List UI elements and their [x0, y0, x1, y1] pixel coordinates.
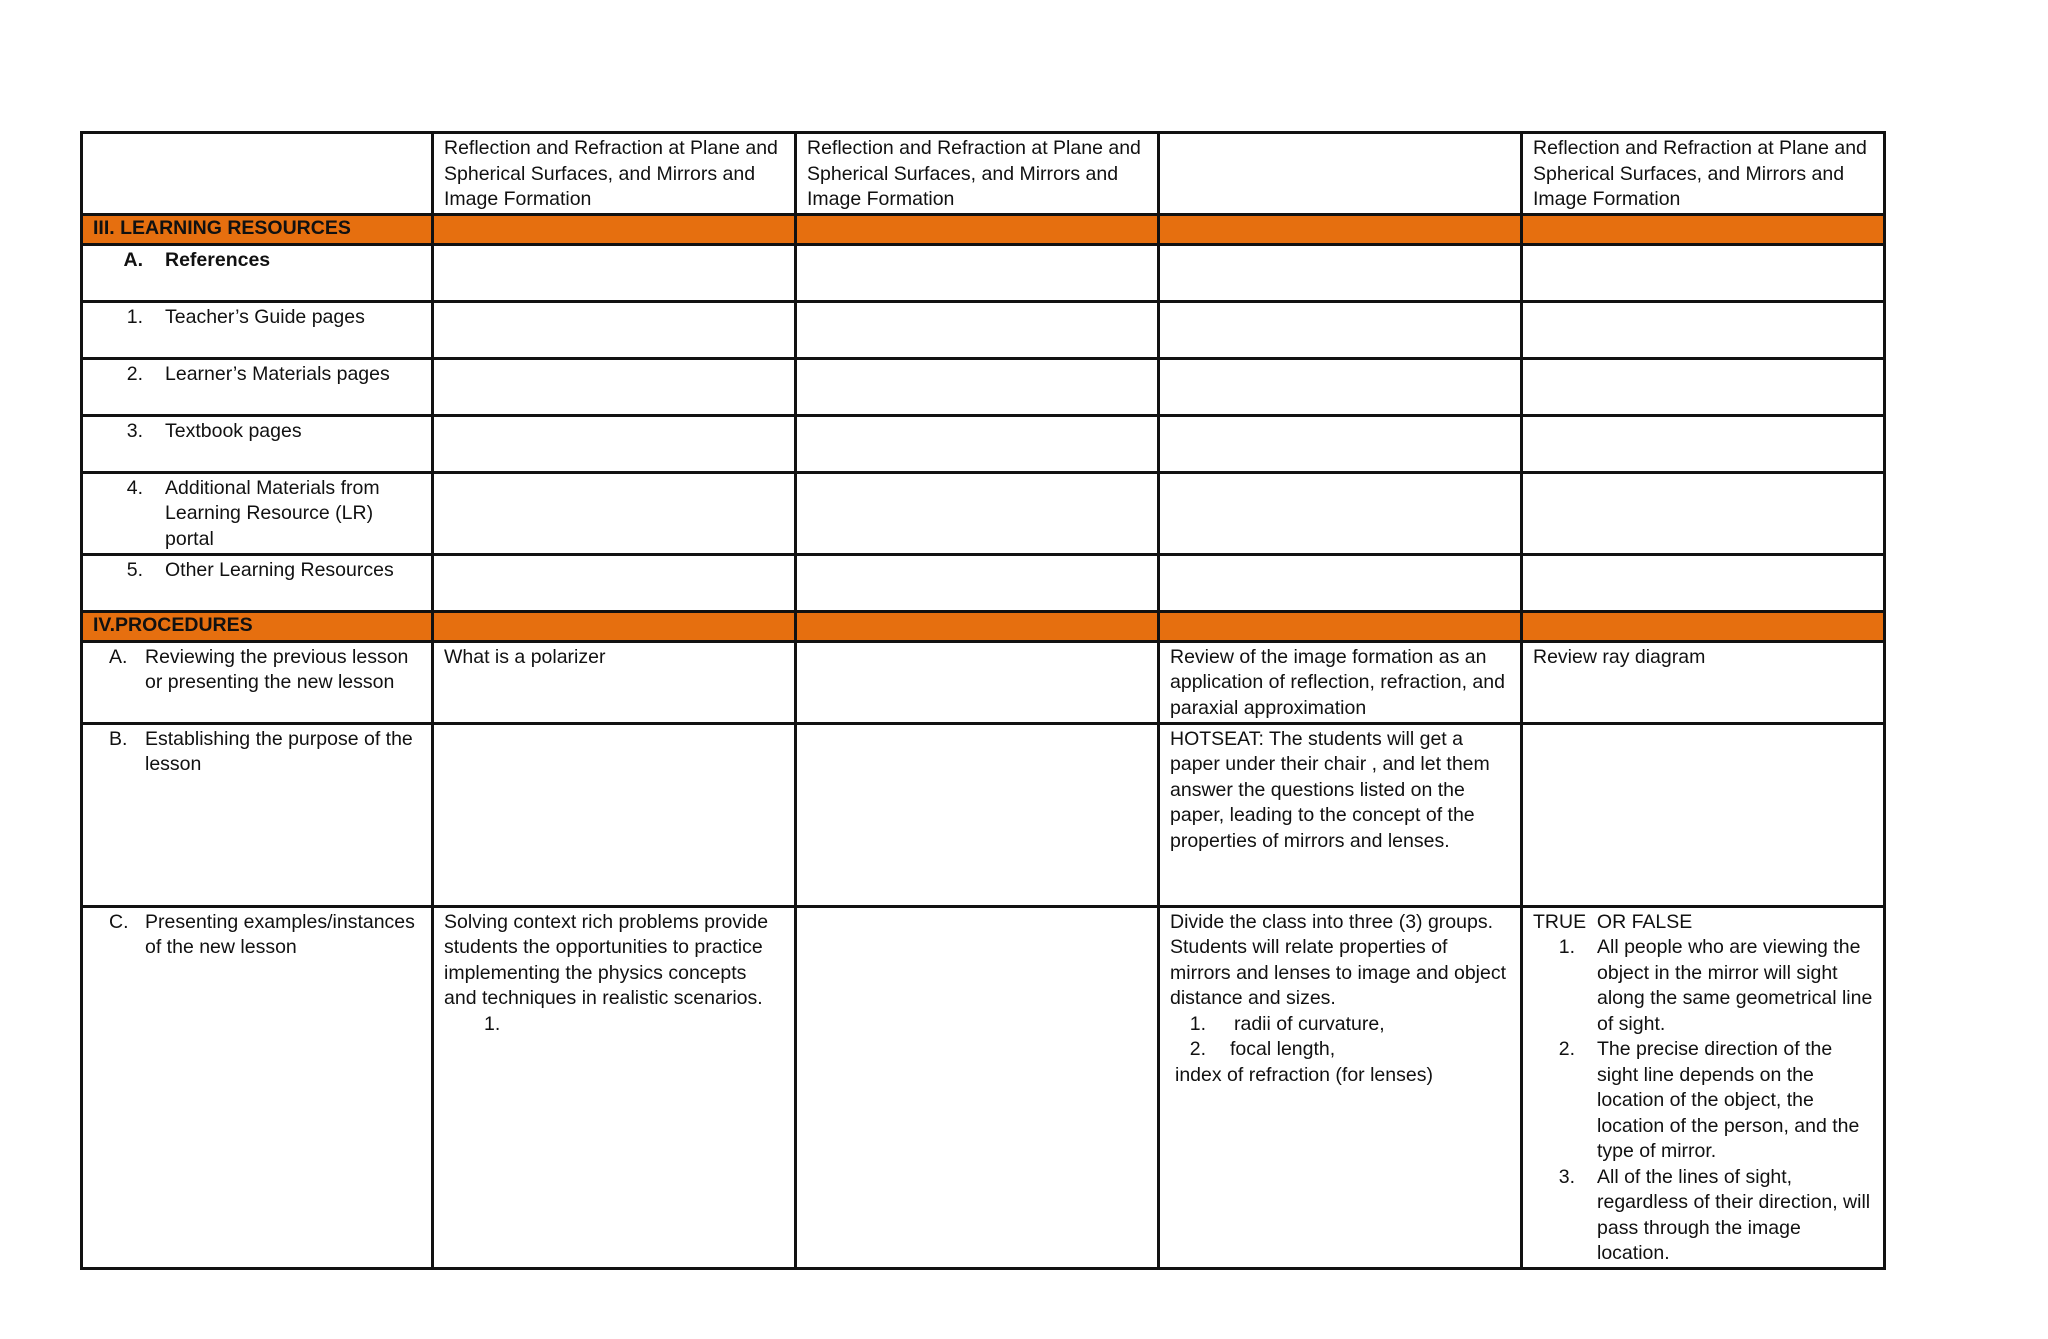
item-label: Presenting examples/instances of the new lesson [145, 910, 415, 958]
table-cell: What is a polarizer [433, 641, 796, 723]
cell-paragraph: Divide the class into three (3) groups. Students will relate properties of mirrors and lenses to image and object distance and sizes. [1170, 910, 1507, 1009]
table-cell [433, 244, 796, 301]
table-cell [1159, 244, 1522, 301]
table-cell [796, 723, 1159, 906]
row-label [82, 554, 433, 611]
item-letter: C. [109, 910, 129, 933]
table-cell [796, 641, 1159, 723]
item-label: Teacher’s Guide pages [165, 305, 365, 328]
cell-paragraph: Solving context rich problems provide students the opportunities to practice implementing the physics concepts and techniques in realistic scenarios. [444, 910, 769, 1009]
header-row [82, 133, 1885, 215]
table-cell [1159, 415, 1522, 472]
section-band-cell [433, 611, 796, 641]
table-cell [1159, 472, 1522, 554]
table-row-additional-materials [82, 472, 1885, 554]
table-row-procedure-a [82, 641, 1885, 723]
table-cell [1159, 301, 1522, 358]
list-number: 2. [1558, 1038, 1575, 1060]
table-cell [433, 301, 796, 358]
table-cell [1159, 906, 1522, 1268]
item-number: 5. [126, 558, 143, 581]
header-label-cell [82, 133, 433, 215]
list-item [1533, 1037, 1873, 1165]
item-label: Other Learning Resources [165, 558, 394, 581]
item-label: Reviewing the previous lesson or presenting the new lesson [145, 645, 409, 693]
item-number: 2. [126, 362, 143, 385]
list-text: The precise direction of the sight line depends on the location of the object, the location of the person, and the type of mirror. [1597, 1038, 1860, 1162]
section-band-cell [796, 611, 1159, 641]
list-item [444, 1012, 784, 1038]
item-label: References [165, 248, 271, 271]
header-cell-2: Reflection and Refraction at Plane and Spherical Surfaces, and Mirrors and Image Formation [796, 133, 1159, 215]
table-cell [1522, 358, 1885, 415]
lesson-log-table [80, 131, 1886, 1270]
table-cell [1522, 244, 1885, 301]
table-cell [1159, 554, 1522, 611]
table-cell [796, 301, 1159, 358]
item-letter: A. [109, 645, 128, 668]
list-number: 1. [1189, 1012, 1206, 1035]
header-cell-1: Reflection and Refraction at Plane and Spherical Surfaces, and Mirrors and Image Formation [433, 133, 796, 215]
list-item [1170, 1037, 1510, 1063]
item-number: 4. [126, 476, 143, 499]
section-band-cell [1522, 214, 1885, 244]
list-text: focal length, [1230, 1038, 1336, 1060]
item-label: Learner’s Materials pages [165, 362, 390, 385]
table-cell: HOTSEAT: The students will get a paper under their chair , and let them answer the questions listed on the paper, leading to the concept of the properties of mirrors and lenses. [1159, 723, 1522, 906]
row-label [82, 244, 433, 301]
table-cell: Review ray diagram [1522, 641, 1885, 723]
table-cell [1522, 301, 1885, 358]
header-cell-4: Reflection and Refraction at Plane and Spherical Surfaces, and Mirrors and Image Formation [1522, 133, 1885, 215]
table-cell [1522, 472, 1885, 554]
header-cell-3 [1159, 133, 1522, 215]
row-label [82, 301, 433, 358]
list-text: All people who are viewing the object in the mirror will sight along the same geometrical line of sight. [1597, 936, 1873, 1035]
list-item [1170, 1012, 1510, 1038]
table-cell [433, 723, 796, 906]
table-cell [796, 415, 1159, 472]
section-heading: III. LEARNING RESOURCES [82, 214, 433, 244]
item-label: Additional Materials from Learning Resource (LR) portal [165, 476, 380, 550]
table-row-other-resources [82, 554, 1885, 611]
row-label [82, 415, 433, 472]
item-number: A. [123, 248, 143, 271]
table-cell [433, 472, 796, 554]
table-cell [433, 554, 796, 611]
cell-paragraph: index of refraction (for lenses) [1175, 1063, 1433, 1086]
table-row-textbook [82, 415, 1885, 472]
section-band-cell [1159, 214, 1522, 244]
item-label: Textbook pages [165, 419, 302, 442]
section-heading: IV.PROCEDURES [82, 611, 433, 641]
table-cell [1522, 415, 1885, 472]
item-number: 3. [126, 419, 143, 442]
table-cell [796, 906, 1159, 1268]
table-row-references [82, 244, 1885, 301]
item-number: 1. [126, 305, 143, 328]
row-label [82, 906, 433, 1268]
table-cell [433, 358, 796, 415]
row-label [82, 358, 433, 415]
table-cell [433, 415, 796, 472]
list-item [1533, 935, 1873, 1037]
row-label [82, 723, 433, 906]
table-cell: Review of the image formation as an application of reflection, refraction, and paraxial approximation [1159, 641, 1522, 723]
table-row-teachers-guide [82, 301, 1885, 358]
list-number: 1. [484, 1012, 501, 1035]
table-cell [796, 472, 1159, 554]
item-letter: B. [109, 727, 128, 750]
table-cell [796, 358, 1159, 415]
section-row-procedures [82, 611, 1885, 641]
table-cell [1522, 723, 1885, 906]
table-cell [796, 554, 1159, 611]
list-number: 3. [1558, 1165, 1575, 1188]
section-band-cell [433, 214, 796, 244]
section-row-learning-resources [82, 214, 1885, 244]
table-cell [1159, 358, 1522, 415]
table-cell [796, 244, 1159, 301]
list-item [1533, 1165, 1873, 1267]
table-cell [433, 906, 796, 1268]
cell-heading: TRUE OR FALSE [1533, 910, 1693, 933]
section-band-cell [796, 214, 1159, 244]
table-cell [1522, 554, 1885, 611]
list-number: 1. [1558, 936, 1575, 958]
section-band-cell [1159, 611, 1522, 641]
row-label [82, 472, 433, 554]
table-cell [1522, 906, 1885, 1268]
list-text: All of the lines of sight, regardless of their direction, will pass through the image location. [1597, 1165, 1871, 1264]
item-label: Establishing the purpose of the lesson [145, 727, 413, 775]
table-row-procedure-c [82, 906, 1885, 1268]
table-row-learners-materials [82, 358, 1885, 415]
table-row-procedure-b [82, 723, 1885, 906]
list-number: 2. [1189, 1038, 1206, 1060]
row-label [82, 641, 433, 723]
list-text: radii of curvature, [1234, 1012, 1385, 1035]
section-band-cell [1522, 611, 1885, 641]
